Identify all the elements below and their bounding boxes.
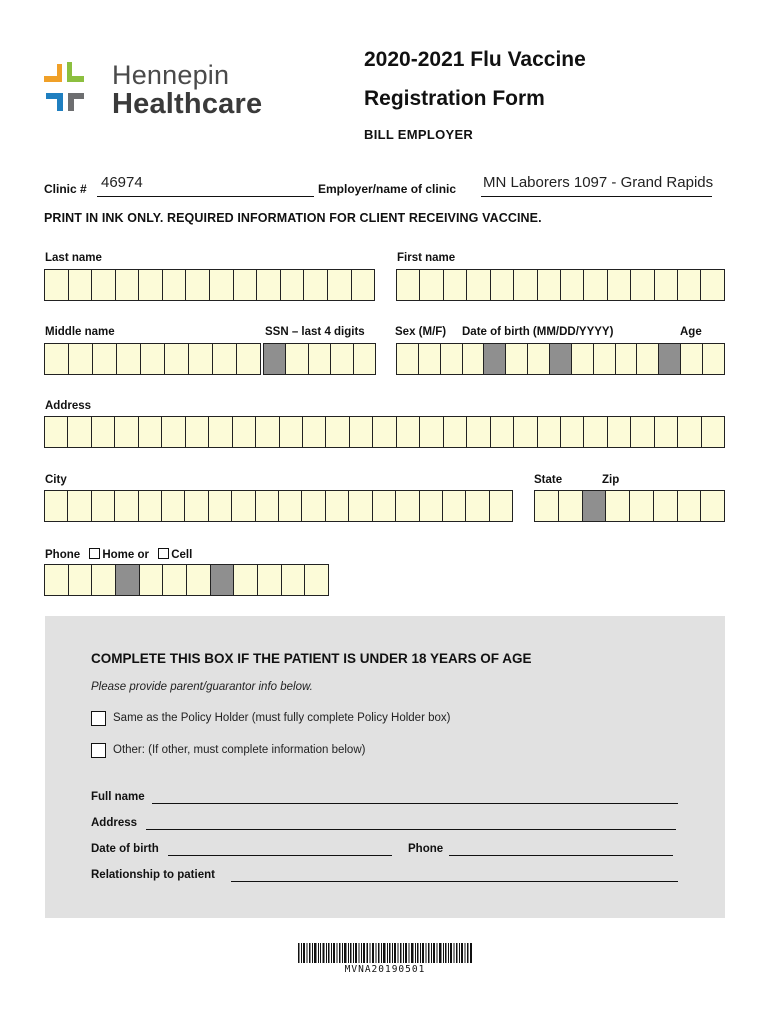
phone-boxes[interactable] [44, 564, 329, 596]
phone-label-text: Phone [45, 549, 81, 561]
home-or-label: Home or [102, 549, 149, 561]
home-checkbox[interactable] [89, 548, 100, 559]
employer-label: Employer/name of clinic [318, 182, 457, 196]
guarantor-full-name-label: Full name [91, 791, 145, 803]
relationship-field[interactable] [231, 869, 678, 882]
guarantor-phone-field[interactable] [449, 843, 673, 856]
age-label: Age [680, 326, 702, 338]
middle-name-label: Middle name [45, 326, 115, 338]
address-label: Address [45, 400, 92, 412]
form-title-line1: 2020-2021 Flu Vaccine [364, 48, 586, 71]
middle-name-boxes[interactable] [44, 343, 261, 375]
guarantor-dob-label: Date of birth [91, 843, 159, 855]
cell-checkbox[interactable] [158, 548, 169, 559]
guarantor-address-field[interactable] [146, 817, 676, 830]
other-checkbox[interactable] [91, 743, 106, 758]
address-boxes[interactable] [44, 416, 725, 448]
other-label: Other: (If other, must complete information below) [113, 744, 366, 756]
guarantor-full-name-field[interactable] [152, 791, 678, 804]
cell-label: Cell [171, 549, 193, 561]
same-as-policy-holder-checkbox[interactable] [91, 711, 106, 726]
dob-label: Date of birth (MM/DD/YYYY) [462, 326, 614, 338]
form-title-line2: Registration Form [364, 87, 545, 110]
sex-label: Sex (M/F) [395, 326, 447, 338]
city-boxes[interactable] [44, 490, 513, 522]
minor-box-title: COMPLETE THIS BOX IF THE PATIENT IS UNDER 18 YEARS OF AGE [91, 651, 532, 666]
state-zip-boxes[interactable] [534, 490, 725, 522]
hennepin-healthcare-logo [44, 58, 284, 128]
barcode-icon [298, 943, 472, 963]
last-name-boxes[interactable] [44, 269, 375, 301]
guarantor-dob-field[interactable] [168, 843, 392, 856]
employer-value: MN Laborers 1097 - Grand Rapids [483, 174, 714, 191]
ssn-boxes[interactable] [263, 343, 376, 375]
print-in-ink-notice: PRINT IN INK ONLY. REQUIRED INFORMATION FOR CLIENT RECEIVING VACCINE. [44, 211, 542, 225]
logo-word-hennepin: Hennepin [112, 60, 230, 90]
last-name-label: Last name [45, 252, 102, 264]
same-as-policy-holder-label: Same as the Policy Holder (must fully complete Policy Holder box) [113, 712, 451, 724]
clinic-number-label: Clinic # [44, 182, 87, 196]
form-subtitle: BILL EMPLOYER [364, 127, 474, 142]
sex-dob-age-boxes[interactable] [396, 343, 725, 375]
clinic-number-value: 46974 [101, 174, 143, 191]
minor-box-subtitle: Please provide parent/guarantor info below. [91, 681, 313, 693]
barcode-text: MVNA20190501 [344, 964, 426, 975]
first-name-label: First name [397, 252, 456, 264]
city-label: City [45, 474, 67, 486]
first-name-boxes[interactable] [396, 269, 725, 301]
guarantor-phone-label: Phone [408, 843, 444, 855]
logo-word-healthcare: Healthcare [112, 88, 263, 120]
phone-label [45, 548, 192, 561]
relationship-label: Relationship to patient [91, 869, 215, 881]
state-label: State [534, 474, 563, 486]
logo-mark-icon [44, 60, 106, 122]
ssn-label: SSN – last 4 digits [265, 326, 365, 338]
guarantor-address-label: Address [91, 817, 138, 829]
zip-label: Zip [602, 474, 620, 486]
